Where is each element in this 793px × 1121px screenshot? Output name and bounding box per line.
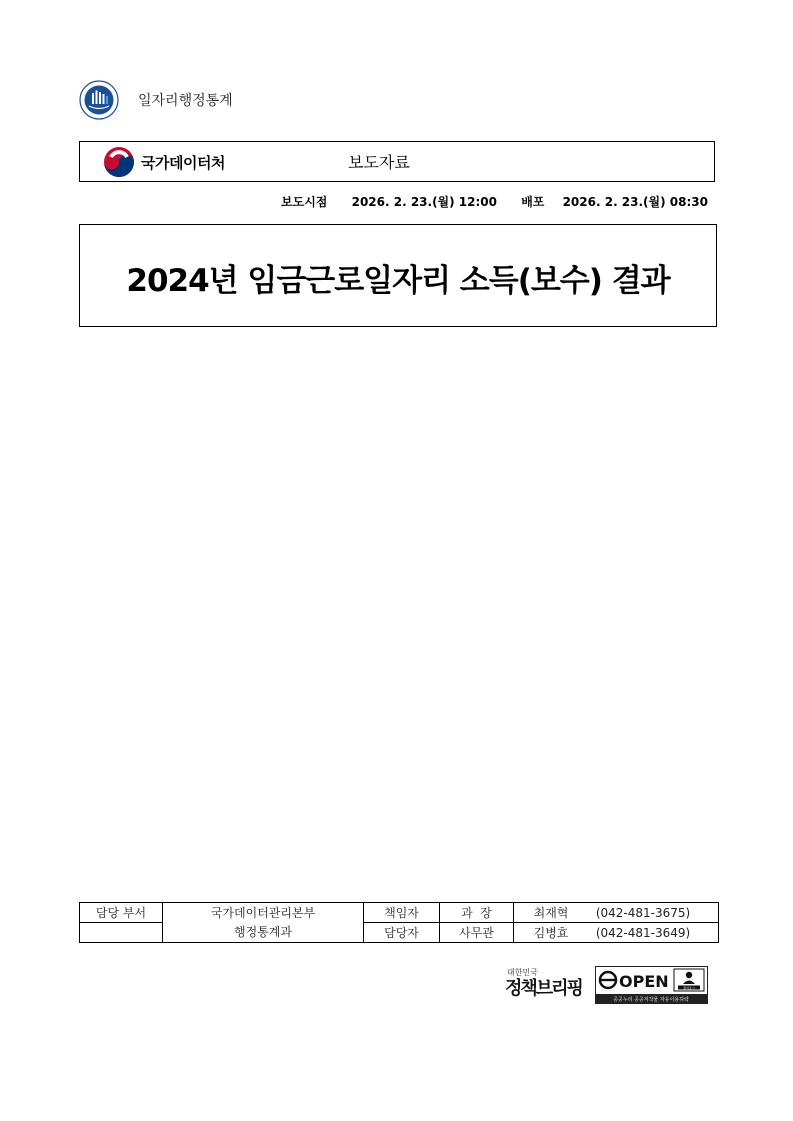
open-text: OPEN — [619, 972, 669, 991]
open-license-badge — [595, 966, 708, 1004]
policy-briefing-logo — [505, 968, 585, 1006]
agency-name: 국가데이터처 — [141, 154, 225, 172]
briefing-big-text: 정책브리핑 — [505, 978, 582, 999]
contact-name: 최재혁 — [533, 906, 569, 920]
contact-role: 책임자 — [384, 906, 419, 920]
statistics-badge-icon — [79, 80, 119, 120]
distribution-value: 2026. 2. 23.(월) 08:30 — [562, 195, 708, 209]
contact-role: 담당자 — [384, 926, 419, 940]
open-badge-small-text: 출처표시 — [683, 985, 695, 990]
contact-phone: (042-481-3675) — [595, 905, 691, 920]
briefing-small-text: 대한민국 — [507, 968, 538, 977]
contact-name: 김병효 — [533, 926, 569, 940]
dept-header-cell — [80, 903, 163, 923]
contact-table — [79, 902, 719, 943]
contact-position: 과 장 — [461, 906, 492, 920]
contact-position: 사무관 — [459, 926, 494, 940]
contact-detail-cell — [440, 903, 719, 923]
dept-cell — [163, 903, 364, 943]
dept-line2: 행정통계과 — [234, 924, 292, 939]
embargo-value: 2026. 2. 23.(월) 12:00 — [351, 195, 498, 209]
release-timing — [0, 193, 708, 210]
dept-header: 담당 부서 — [95, 906, 147, 920]
taegeuk-logo-icon — [102, 145, 136, 179]
embargo-label: 보도시점 — [281, 195, 328, 209]
table-row — [80, 903, 719, 923]
role-cell — [364, 923, 440, 943]
open-sub-text: 공공누리 공공저작물 자유이용허락 — [613, 997, 689, 1003]
role-cell — [364, 903, 440, 923]
dept-header-cell-empty — [80, 923, 163, 943]
page-title: 2024년 임금근로일자리 소득(보수) 결과 — [126, 263, 670, 299]
distribution-label: 배포 — [521, 195, 545, 209]
contact-phone: (042-481-3649) — [595, 925, 691, 940]
document-type: 보도자료 — [348, 153, 410, 172]
dept-line1: 국가데이터관리본부 — [210, 905, 316, 920]
contact-detail-cell — [440, 923, 719, 943]
series-name: 일자리행정통계 — [138, 93, 233, 109]
